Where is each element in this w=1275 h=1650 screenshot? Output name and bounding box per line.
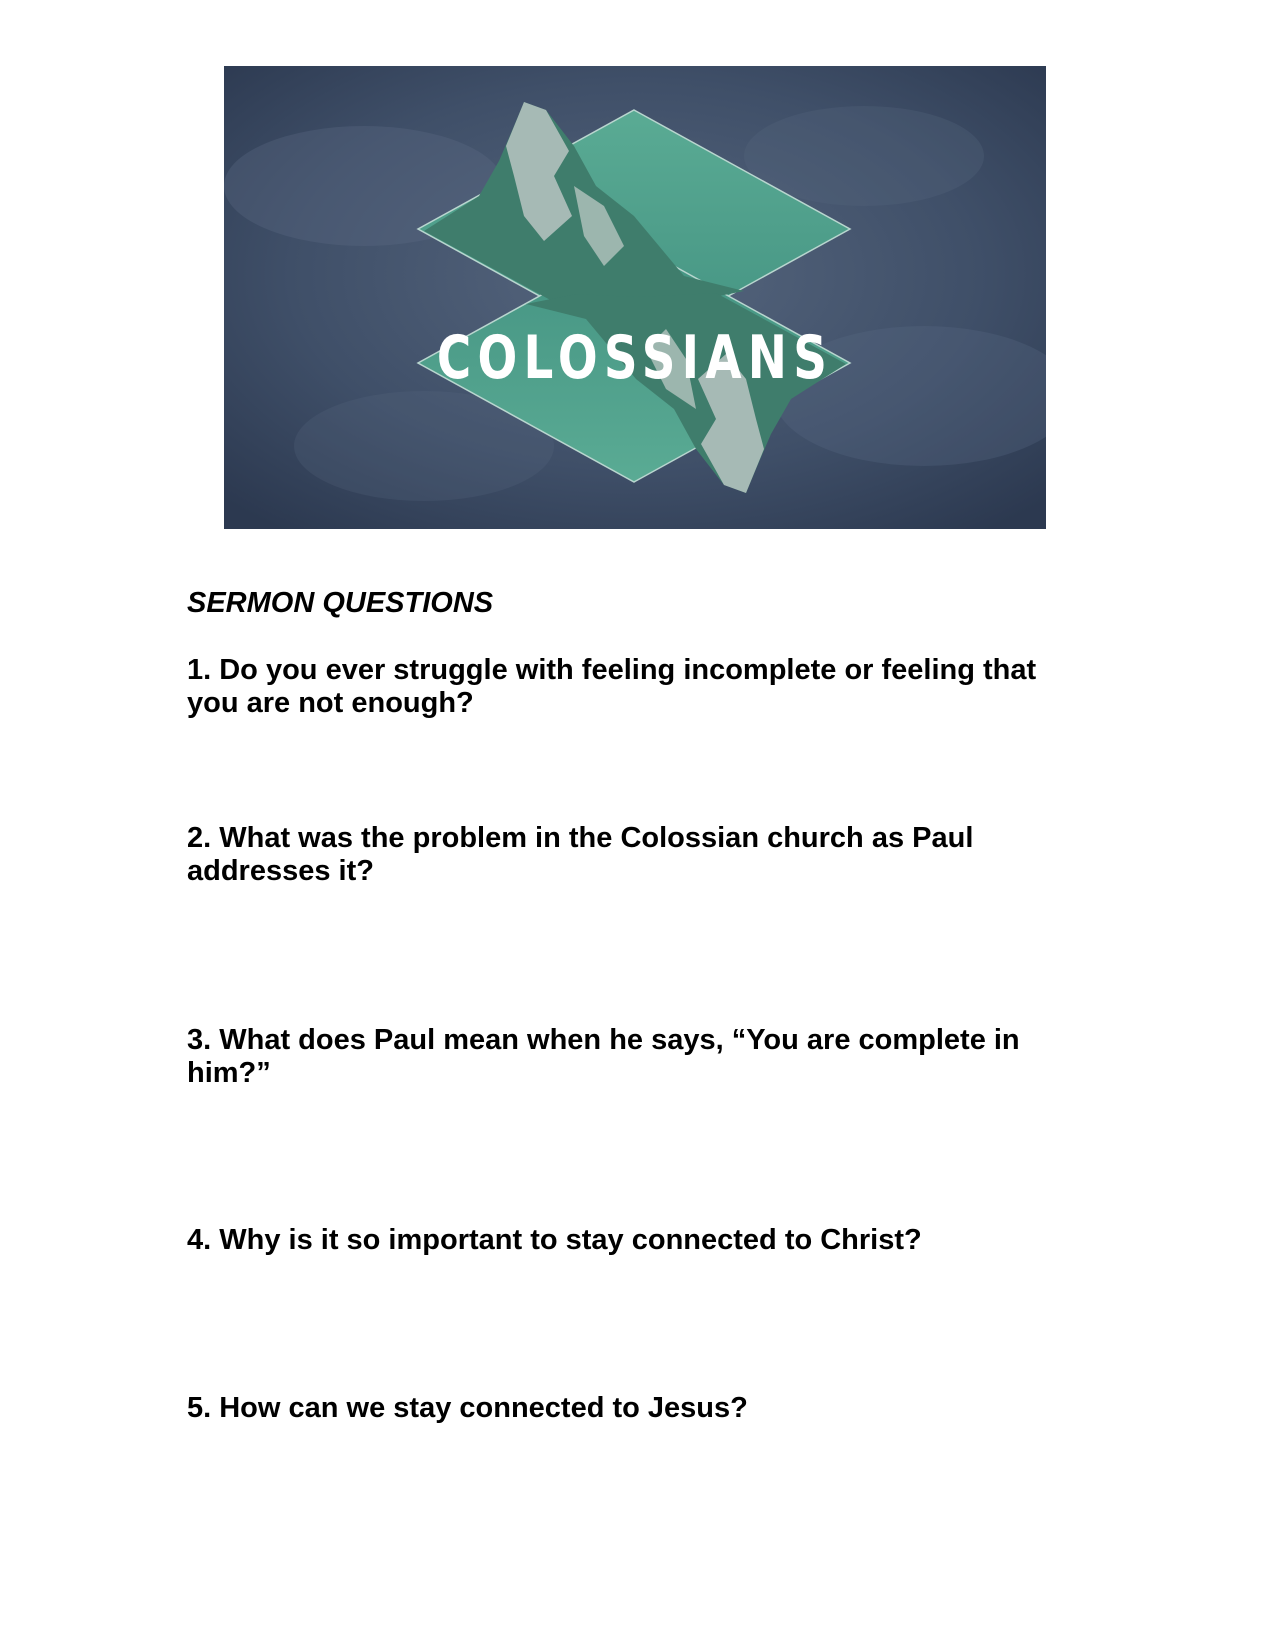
banner-title: COLOSSIANS (436, 323, 834, 393)
section-heading: SERMON QUESTIONS (187, 587, 494, 619)
question-2: 2. What was the problem in the Colossian church as Paul addresses it? (187, 822, 974, 887)
colossians-banner-image (224, 66, 1046, 529)
question-5: 5. How can we stay connected to Jesus? (187, 1392, 748, 1424)
banner-artwork (224, 66, 1046, 529)
question-1: 1. Do you ever struggle with feeling incomplete or feeling that you are not enough? (187, 654, 1037, 719)
question-3: 3. What does Paul mean when he says, “You are complete in him?” (187, 1024, 1020, 1089)
question-4: 4. Why is it so important to stay connected to Christ? (187, 1224, 922, 1256)
